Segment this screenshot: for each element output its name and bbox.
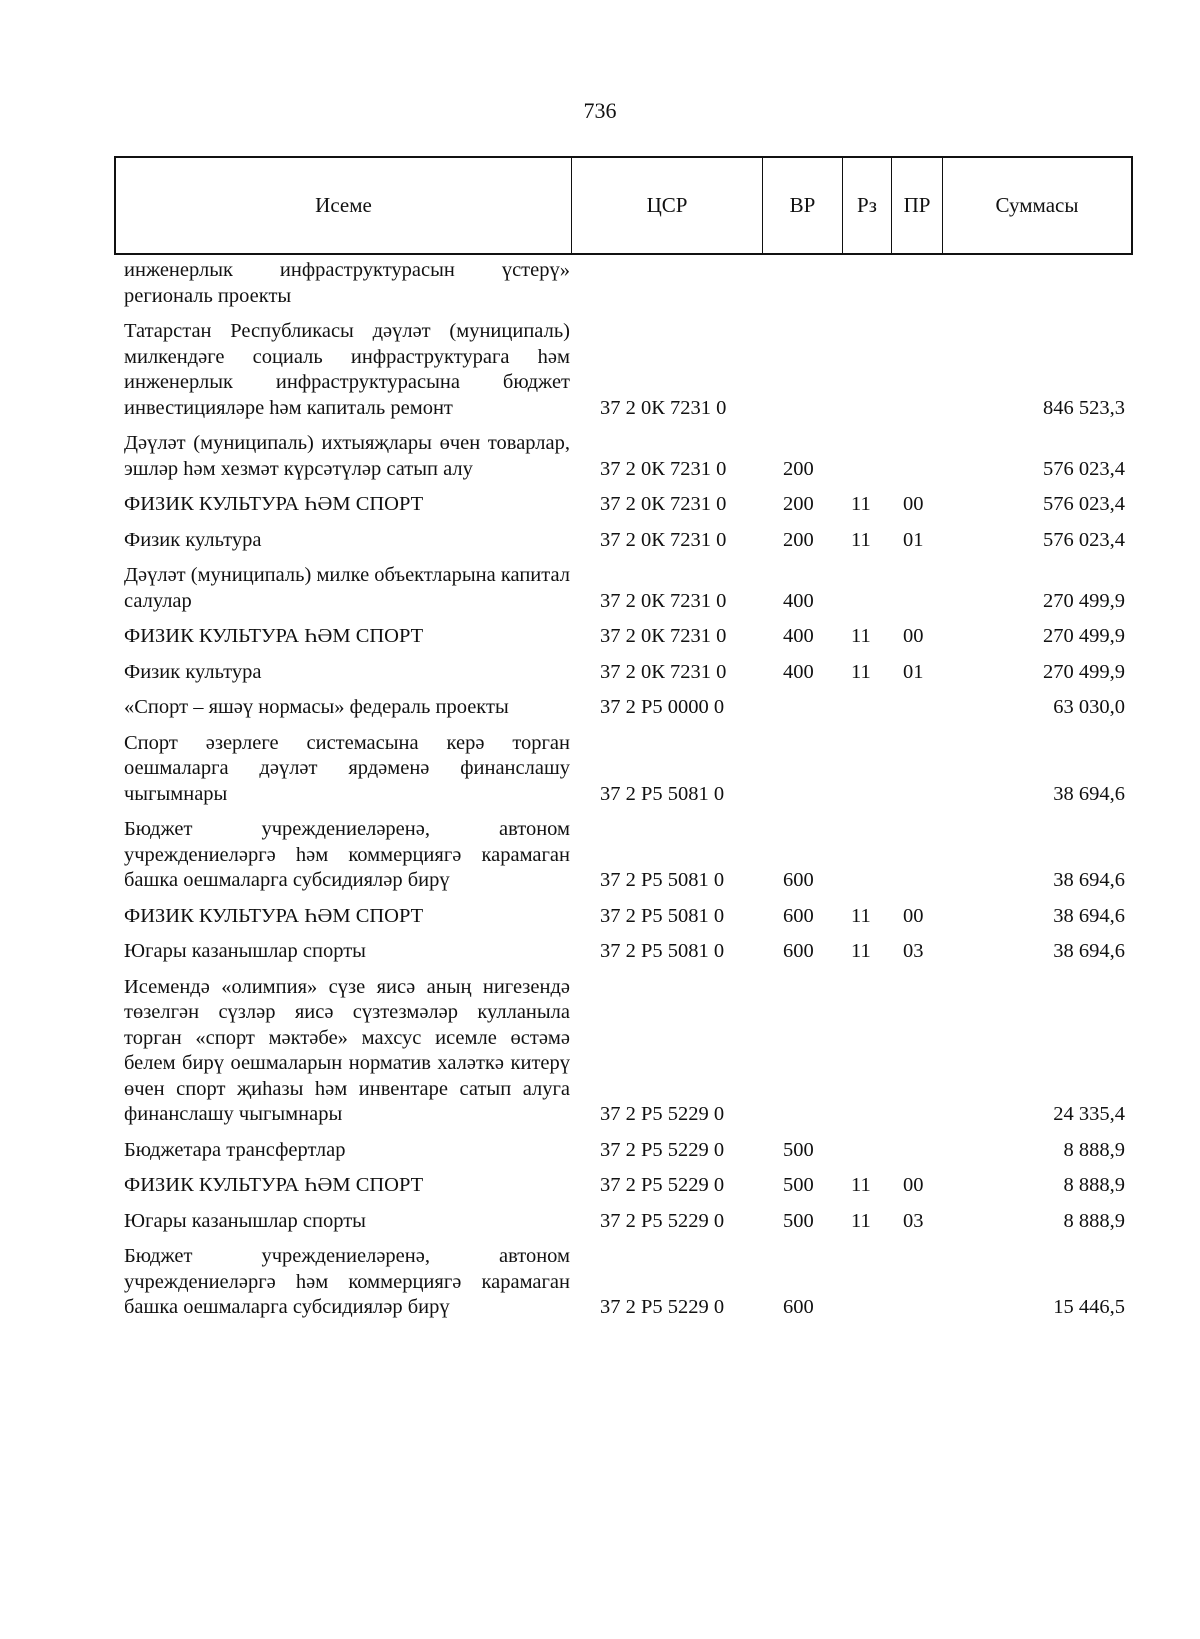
table-row [114, 731, 1133, 808]
cell-name: Спорт әзерлеге системасына керә торган оешмаларга дәүләт ярдәменә финанслашу чыгымнары [124, 731, 570, 805]
cell-name: Физик культура [124, 660, 262, 683]
cell-sum: 8 888,9 [1063, 1209, 1125, 1232]
cell-vr: 200 [783, 528, 814, 551]
table-row [114, 624, 1133, 650]
cell-sum: 270 499,9 [1043, 625, 1125, 647]
cell-vr: 600 [783, 904, 814, 927]
table-row [114, 563, 1133, 614]
header-vr: ВР [763, 158, 843, 253]
cell-csr: 37 2 0К 7231 0 [600, 457, 727, 480]
table-header [114, 156, 1133, 255]
cell-pr: 00 [903, 493, 924, 515]
header-name: Исеме [116, 158, 572, 253]
cell-name: Югары казанышлар спорты [124, 940, 366, 962]
table-body [114, 258, 1133, 1331]
cell-csr: 37 2 Р5 5081 0 [600, 904, 725, 927]
cell-vr: 400 [783, 625, 814, 647]
cell-name: инженерлык инфраструктурасын үстерү» региональ проекты [124, 259, 570, 307]
table-row [114, 939, 1133, 965]
cell-csr: 37 2 Р5 5229 0 [600, 1296, 725, 1318]
cell-sum: 846 523,3 [1043, 396, 1125, 419]
cell-name: Бюджетара трансфертлар [124, 1138, 346, 1161]
cell-vr: 200 [783, 493, 814, 515]
cell-vr: 600 [783, 1296, 814, 1318]
cell-vr: 500 [783, 1209, 814, 1232]
cell-sum: 270 499,9 [1043, 589, 1125, 612]
cell-name: «Спорт – яшәү нормасы» федераль проекты [124, 696, 509, 718]
cell-vr: 500 [783, 1174, 814, 1196]
cell-csr: 37 2 0К 7231 0 [600, 589, 727, 612]
cell-csr: 37 2 Р5 5229 0 [600, 1209, 725, 1232]
cell-sum: 38 694,6 [1053, 869, 1125, 891]
cell-pr: 00 [903, 1174, 924, 1196]
cell-csr: 37 2 Р5 0000 0 [600, 696, 725, 718]
table-row [114, 258, 1133, 309]
cell-sum: 24 335,4 [1053, 1103, 1125, 1125]
cell-vr: 600 [783, 940, 814, 962]
cell-rz: 11 [851, 940, 871, 962]
cell-sum: 63 030,0 [1053, 696, 1125, 718]
table-row [114, 528, 1133, 554]
cell-pr: 03 [903, 1209, 924, 1232]
cell-rz: 11 [851, 1209, 871, 1232]
cell-csr: 37 2 Р5 5081 0 [600, 940, 725, 962]
cell-rz: 11 [851, 493, 871, 515]
cell-rz: 11 [851, 1174, 871, 1196]
table-row [114, 660, 1133, 686]
cell-name: Бюджет учреждениеләренә, автоном учреждениеләргә һәм коммерциягә карамаган башка оешмаларга субсидияләр бирү [124, 1245, 570, 1318]
page-number: 736 [583, 98, 617, 123]
table-row [114, 1138, 1133, 1164]
table-row [114, 975, 1133, 1128]
cell-rz: 11 [851, 660, 871, 683]
cell-csr: 37 2 0К 7231 0 [600, 528, 727, 551]
cell-csr: 37 2 Р5 5081 0 [600, 869, 725, 891]
cell-csr: 37 2 0К 7231 0 [600, 660, 727, 683]
cell-pr: 00 [903, 625, 924, 647]
cell-sum: 8 888,9 [1063, 1174, 1125, 1196]
cell-name: Бюджет учреждениеләренә, автоном учреждениеләргә һәм коммерциягә карамаган башка оешмаларга субсидияләр бирү [124, 818, 570, 891]
cell-csr: 37 2 0К 7231 0 [600, 625, 727, 647]
cell-sum: 576 023,4 [1043, 493, 1125, 515]
cell-sum: 38 694,6 [1053, 782, 1125, 805]
cell-sum: 576 023,4 [1043, 457, 1125, 480]
cell-name: Физик культура [124, 528, 262, 551]
cell-rz: 11 [851, 625, 871, 647]
cell-name: Дәүләт (муниципаль) милке объектларына капитал салулар [124, 564, 570, 612]
cell-name: ФИЗИК КУЛЬТУРА ҺӘМ СПОРТ [124, 1174, 424, 1196]
table-row [114, 1209, 1133, 1235]
header-sum: Суммасы [995, 193, 1079, 217]
table-row [114, 1244, 1133, 1321]
cell-pr: 00 [903, 904, 924, 927]
cell-vr: 400 [783, 589, 814, 612]
cell-name: Дәүләт (муниципаль) ихтыяҗлары өчен товарлар, эшләр һәм хезмәт күрсәтүләр сатып алу [124, 432, 570, 480]
cell-vr: 500 [783, 1138, 814, 1161]
table-row [114, 904, 1133, 930]
cell-csr: 37 2 0К 7231 0 [600, 396, 727, 419]
cell-name: Татарстан Республикасы дәүләт (муниципаль) милкендәге социаль инфраструктурага һәм инженерлык инфраструктурасына бюджет инвестицияләре һәм капиталь ремонт [124, 320, 570, 419]
cell-sum: 15 446,5 [1053, 1296, 1125, 1318]
table-row [114, 492, 1133, 518]
header-rz: Рз [843, 158, 892, 253]
cell-name: Югары казанышлар спорты [124, 1209, 366, 1232]
cell-sum: 38 694,6 [1053, 904, 1125, 927]
cell-vr: 600 [783, 869, 814, 891]
cell-pr: 01 [903, 660, 924, 683]
cell-rz: 11 [851, 528, 871, 551]
cell-csr: 37 2 Р5 5229 0 [600, 1103, 725, 1125]
header-pr: ПР [892, 158, 943, 253]
table-row [114, 695, 1133, 721]
cell-name: Исемендә «олимпия» сүзе яисә аның нигезендә төзелгән сүзләр яисә сүзтезмәләр кулланыла торган «спорт мәктәбе» махсус исемле өстәмә белем бирү оешмаларын норматив халәткә китерү өчен спорт җиһазы һәм инвентаре сатып алуга финанслашу чыгымнары [124, 975, 570, 1125]
cell-csr: 37 2 Р5 5081 0 [600, 782, 725, 805]
cell-sum: 8 888,9 [1063, 1138, 1125, 1161]
cell-vr: 400 [783, 660, 814, 683]
cell-sum: 38 694,6 [1053, 940, 1125, 962]
table-row [114, 431, 1133, 482]
cell-csr: 37 2 Р5 5229 0 [600, 1138, 725, 1161]
cell-pr: 03 [903, 940, 924, 962]
cell-csr: 37 2 Р5 5229 0 [600, 1174, 725, 1196]
table-row [114, 319, 1133, 421]
table-row [114, 817, 1133, 894]
cell-vr: 200 [783, 457, 814, 480]
table-row [114, 1173, 1133, 1199]
cell-sum: 270 499,9 [1043, 660, 1125, 683]
cell-rz: 11 [851, 904, 871, 927]
cell-sum: 576 023,4 [1043, 528, 1125, 551]
cell-csr: 37 2 0К 7231 0 [600, 493, 727, 515]
cell-name: ФИЗИК КУЛЬТУРА ҺӘМ СПОРТ [124, 625, 424, 647]
cell-name: ФИЗИК КУЛЬТУРА ҺӘМ СПОРТ [124, 493, 424, 515]
header-csr: ЦСР [572, 158, 763, 253]
cell-pr: 01 [903, 528, 924, 551]
cell-name: ФИЗИК КУЛЬТУРА ҺӘМ СПОРТ [124, 904, 424, 927]
